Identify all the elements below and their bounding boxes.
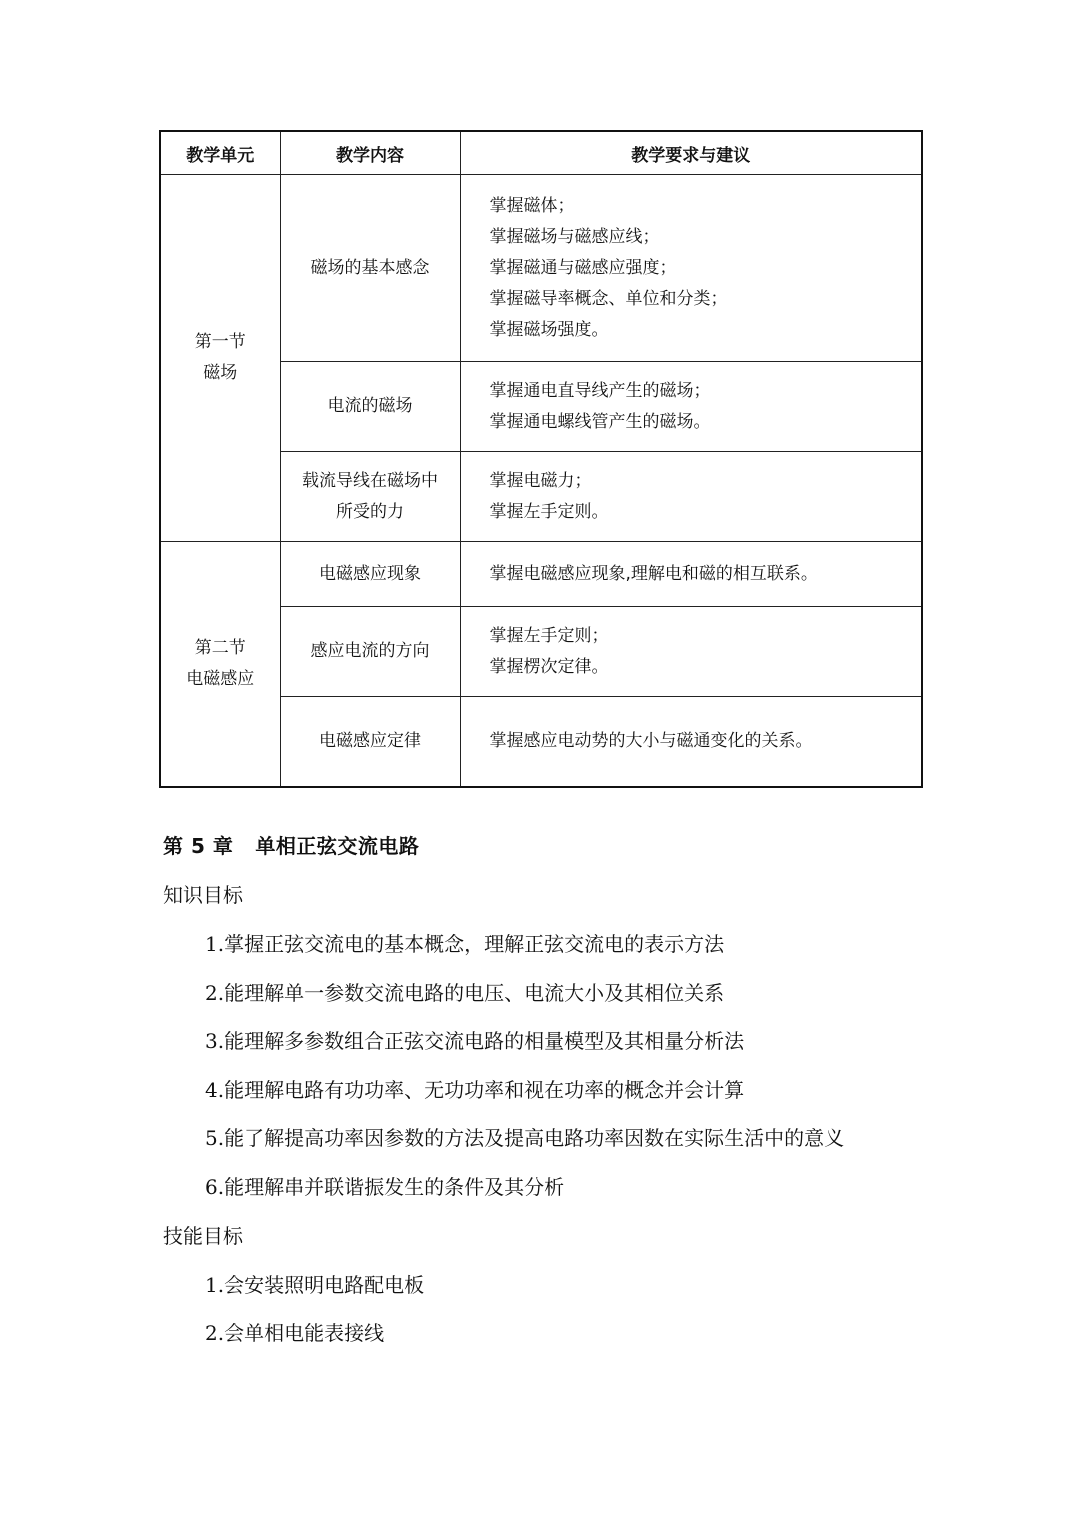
- content-cell: [280, 175, 460, 362]
- requirements-cell: [460, 607, 922, 697]
- requirement-line: 掌握磁导率概念、单位和分类；: [489, 288, 728, 309]
- requirement-line: 掌握楞次定律。: [489, 656, 609, 677]
- knowledge-item: 3.能理解多参数组合正弦交流电路的相量模型及其相量分析法: [205, 1029, 745, 1053]
- chapter-number: 第 5 章: [163, 834, 234, 858]
- unit-2-line-1: 第二节: [194, 637, 246, 658]
- content-cell: [280, 607, 460, 697]
- table-row: [160, 542, 922, 607]
- content-text: 电磁感应现象: [319, 563, 421, 584]
- table-row: [160, 175, 922, 362]
- requirement-line: 掌握磁通与磁感应强度；: [489, 257, 677, 278]
- curriculum-table-wrap: [159, 130, 923, 788]
- content-text: 所受的力: [336, 501, 404, 522]
- knowledge-heading: 知识目标: [163, 883, 243, 907]
- requirement-line: 掌握左手定则。: [489, 501, 609, 522]
- requirement-line: 掌握磁体；: [489, 195, 575, 216]
- requirements-cell: [460, 452, 922, 542]
- requirement-line: 掌握通电直导线产生的磁场；: [489, 380, 711, 401]
- content-cell: [280, 452, 460, 542]
- content-text: 电流的磁场: [327, 396, 413, 416]
- header-content: 教学内容: [280, 131, 460, 175]
- skills-item: 2.会单相电能表接线: [205, 1321, 385, 1345]
- content-text: 载流导线在磁场中: [302, 470, 438, 491]
- knowledge-item: 5.能了解提高功率因参数的方法及提高电路功率因数在实际生活中的意义: [205, 1126, 845, 1150]
- header-requirements: 教学要求与建议: [460, 131, 922, 175]
- skills-heading: 技能目标: [163, 1224, 243, 1248]
- requirement-line: 掌握磁场强度。: [489, 319, 609, 340]
- knowledge-item: 4.能理解电路有功功率、无功功率和视在功率的概念并会计算: [205, 1078, 745, 1102]
- knowledge-item: 2.能理解单一参数交流电路的电压、电流大小及其相位关系: [205, 981, 725, 1005]
- knowledge-item: 1.掌握正弦交流电的基本概念，理解正弦交流电的表示方法: [205, 932, 725, 956]
- requirement-line: 掌握左手定则；: [489, 625, 609, 646]
- requirements-cell: [460, 542, 922, 607]
- content-cell: [280, 542, 460, 607]
- unit-cell-2: [160, 542, 280, 787]
- content-cell: [280, 697, 460, 787]
- content-text: 电磁感应定律: [319, 730, 421, 751]
- requirement-line: 掌握电磁力；: [489, 470, 592, 491]
- requirement-line: 掌握电磁感应现象,理解电和磁的相互联系。: [489, 563, 818, 584]
- unit-cell-1: [160, 175, 280, 542]
- knowledge-item: 6.能理解串并联谐振发生的条件及其分析: [205, 1175, 565, 1199]
- requirements-cell: [460, 175, 922, 362]
- requirement-line: 掌握通电螺线管产生的磁场。: [489, 411, 711, 432]
- header-unit: 教学单元: [160, 131, 280, 175]
- table-header-row: [160, 131, 922, 175]
- skills-item: 1.会安装照明电路配电板: [205, 1273, 425, 1297]
- requirements-cell: [460, 697, 922, 787]
- content-text: 磁场的基本感念: [310, 257, 430, 278]
- unit-2-line-2: 电磁感应: [186, 668, 255, 689]
- requirements-cell: [460, 362, 922, 452]
- chapter-name: 单相正弦交流电路: [255, 834, 420, 858]
- curriculum-table: [159, 130, 923, 788]
- requirement-line: 掌握感应电动势的大小与磁通变化的关系。: [489, 730, 813, 751]
- requirement-line: 掌握磁场与磁感应线；: [489, 226, 660, 247]
- content-cell: [280, 362, 460, 452]
- content-text: 感应电流的方向: [310, 641, 430, 661]
- chapter-title: [163, 830, 419, 859]
- unit-1-line-1: 第一节: [194, 332, 246, 352]
- unit-1-line-2: 磁场: [203, 363, 238, 383]
